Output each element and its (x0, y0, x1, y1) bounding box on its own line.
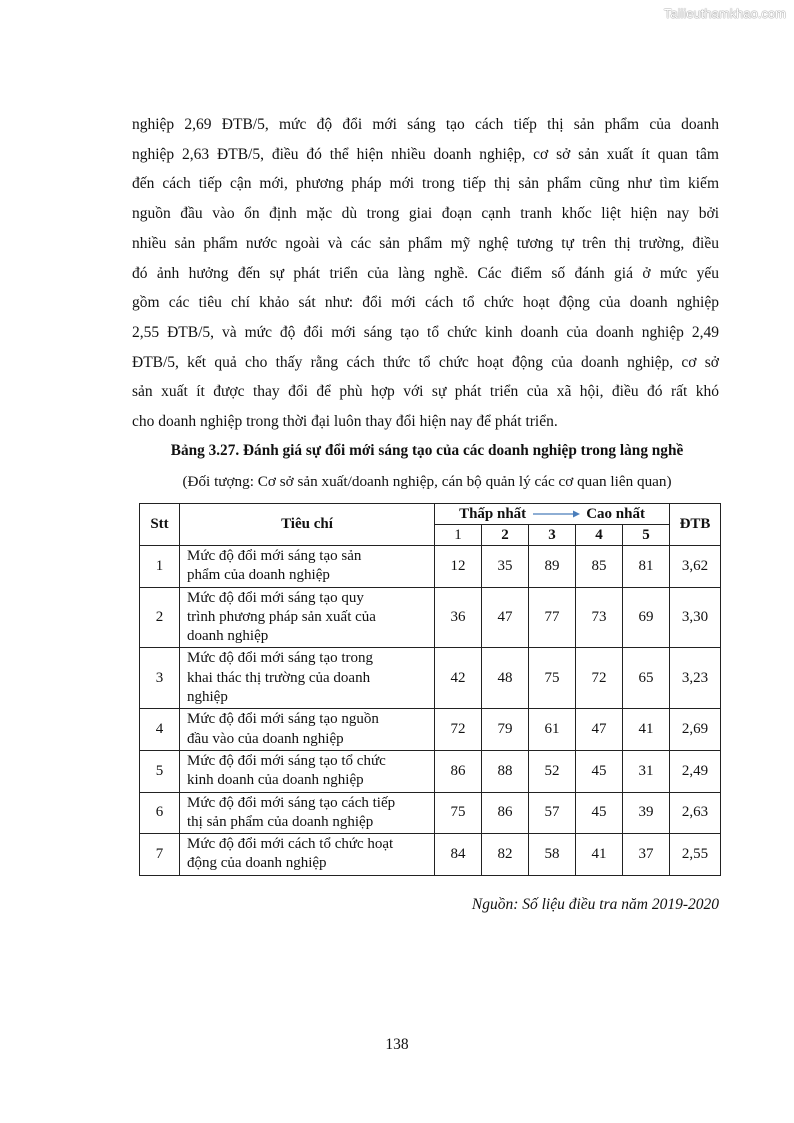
row-value-4: 45 (576, 792, 623, 834)
criteria-line: trình phương pháp sản xuất của (187, 608, 376, 625)
row-value-2: 47 (482, 587, 529, 648)
row-value-2: 35 (482, 546, 529, 588)
row-stt: 6 (140, 792, 180, 834)
criteria-line: Mức độ đổi mới sáng tạo tổ chức (187, 752, 386, 769)
row-value-3: 61 (529, 709, 576, 751)
row-score: 2,69 (670, 709, 721, 751)
table-row (140, 546, 721, 588)
row-value-4: 85 (576, 546, 623, 588)
header-scale (435, 504, 670, 525)
right-arrow-icon (532, 509, 580, 519)
paragraph-line: 2,55 ĐTB/5, và mức độ đổi mới sáng tạo tổ chức kinh doanh của doanh nghiệp 2,49 (132, 323, 719, 341)
row-value-4: 73 (576, 587, 623, 648)
paragraph-line: gồm các tiêu chí khảo sát như: đổi mới cách tổ chức hoạt động của doanh nghiệp (132, 294, 719, 312)
row-value-3: 77 (529, 587, 576, 648)
header-low: Thấp nhất (459, 505, 527, 522)
row-value-2: 82 (482, 834, 529, 876)
row-value-3: 75 (529, 648, 576, 709)
criteria-line: Mức độ đổi mới sáng tạo quy (187, 589, 364, 606)
source-note: Nguồn: Số liệu điều tra năm 2019-2020 (471, 896, 719, 913)
row-stt: 5 (140, 750, 180, 792)
row-value-3: 58 (529, 834, 576, 876)
row-value-1: 86 (435, 750, 482, 792)
criteria-line: Mức độ đổi mới sáng tạo nguồn (187, 711, 379, 728)
row-score: 3,23 (670, 648, 721, 709)
paragraph-line: ĐTB/5, kết quả cho thấy rằng cách thức tổ chức hoạt động của doanh nghiệp, cơ sở (132, 353, 719, 371)
paragraph-line: nghiệp 2,69 ĐTB/5, mức độ đổi mới sáng tạo cách tiếp thị sản phẩm của doanh (132, 116, 719, 133)
row-value-3: 89 (529, 546, 576, 588)
row-value-5: 81 (623, 546, 670, 588)
row-criteria (180, 648, 435, 709)
header-high: Cao nhất (586, 505, 645, 522)
row-value-1: 12 (435, 546, 482, 588)
row-value-2: 79 (482, 709, 529, 751)
criteria-line: khai thác thị trường của doanh (187, 669, 371, 686)
criteria-line: Mức độ đổi mới sáng tạo trong (187, 650, 374, 667)
header-score: ĐTB (670, 504, 721, 546)
watermark: Tailieuthamkhao.com (663, 6, 786, 21)
table-caption: Bảng 3.27. Đánh giá sự đổi mới sáng tạo của các doanh nghiệp trong làng nghề (170, 442, 684, 459)
table-row (140, 587, 721, 648)
row-value-2: 88 (482, 750, 529, 792)
row-value-1: 84 (435, 834, 482, 876)
row-score: 2,55 (670, 834, 721, 876)
criteria-line: kinh doanh của doanh nghiệp (187, 772, 364, 789)
criteria-line: nghiệp (187, 689, 228, 706)
row-score: 3,30 (670, 587, 721, 648)
row-value-4: 72 (576, 648, 623, 709)
criteria-line: đầu vào của doanh nghiệp (187, 730, 344, 747)
row-value-2: 86 (482, 792, 529, 834)
row-stt: 4 (140, 709, 180, 751)
paragraph-line: nguồn đầu vào ổn định mặc dù trong giai đoạn cạnh tranh khốc liệt hiện nay bởi (132, 205, 719, 223)
header-level-3: 3 (529, 525, 576, 546)
table-row (140, 648, 721, 709)
row-stt: 7 (140, 834, 180, 876)
table-row (140, 792, 721, 834)
criteria-line: phẩm của doanh nghiệp (187, 567, 330, 584)
row-criteria (180, 587, 435, 648)
row-value-5: 41 (623, 709, 670, 751)
row-value-1: 42 (435, 648, 482, 709)
row-value-5: 37 (623, 834, 670, 876)
header-level-5: 5 (623, 525, 670, 546)
row-value-2: 48 (482, 648, 529, 709)
row-criteria (180, 546, 435, 588)
header-level-4: 4 (576, 525, 623, 546)
row-criteria (180, 750, 435, 792)
row-value-1: 72 (435, 709, 482, 751)
row-score: 2,63 (670, 792, 721, 834)
row-stt: 2 (140, 587, 180, 648)
table-row (140, 834, 721, 876)
row-value-3: 52 (529, 750, 576, 792)
body-paragraph (132, 110, 719, 437)
table-row (140, 709, 721, 751)
row-value-4: 45 (576, 750, 623, 792)
row-score: 2,49 (670, 750, 721, 792)
table-row (140, 750, 721, 792)
row-value-4: 47 (576, 709, 623, 751)
paragraph-line: sản xuất ít được thay đổi để phù hợp với sự phát triển của xã hội, điều đó rất khó (132, 383, 719, 401)
paragraph-line: nghiệp 2,63 ĐTB/5, điều đó thể hiện nhiều doanh nghiệp, cơ sở sản xuất ít quan tâm (132, 145, 719, 163)
criteria-line: Mức độ đổi mới sáng tạo sản (187, 548, 362, 564)
row-criteria (180, 834, 435, 876)
paragraph-line: đến cách tiếp cận mới, phương pháp mới trong tiếp thị sản phẩm cũng như tìm kiếm (132, 175, 719, 193)
row-value-5: 69 (623, 587, 670, 648)
criteria-line: doanh nghiệp (187, 628, 269, 645)
row-criteria (180, 792, 435, 834)
paragraph-line: cho doanh nghiệp trong thời đại luôn thay đổi hiện nay để phát triển. (132, 413, 558, 431)
row-value-5: 31 (623, 750, 670, 792)
criteria-line: động của doanh nghiệp (187, 855, 327, 872)
row-value-1: 75 (435, 792, 482, 834)
row-value-5: 65 (623, 648, 670, 709)
criteria-line: Mức độ đổi mới sáng tạo cách tiếp (187, 794, 396, 811)
row-criteria (180, 709, 435, 751)
header-criteria: Tiêu chí (180, 504, 435, 546)
header-stt: Stt (140, 504, 180, 546)
paragraph-line: nhiều sản phẩm nước ngoài và các sản phẩm mỹ nghệ tương tự trên thị trường, điều (132, 234, 719, 252)
evaluation-table (139, 503, 721, 876)
page-number: 138 (385, 1036, 409, 1053)
criteria-line: Mức độ đổi mới cách tổ chức hoạt (187, 836, 394, 853)
header-level-2: 2 (482, 525, 529, 546)
criteria-line: thị sản phẩm của doanh nghiệp (187, 813, 374, 830)
row-stt: 3 (140, 648, 180, 709)
row-value-1: 36 (435, 587, 482, 648)
header-level-1: 1 (435, 525, 482, 546)
row-value-3: 57 (529, 792, 576, 834)
row-value-4: 41 (576, 834, 623, 876)
row-stt: 1 (140, 546, 180, 588)
row-value-5: 39 (623, 792, 670, 834)
paragraph-line: đó ảnh hưởng đến sự phát triển của làng nghề. Các điểm số đánh giá ở mức yếu (132, 264, 719, 282)
row-score: 3,62 (670, 546, 721, 588)
table-subcaption: (Đối tượng: Cơ sở sản xuất/doanh nghiệp, cán bộ quản lý các cơ quan liên quan) (182, 473, 672, 490)
